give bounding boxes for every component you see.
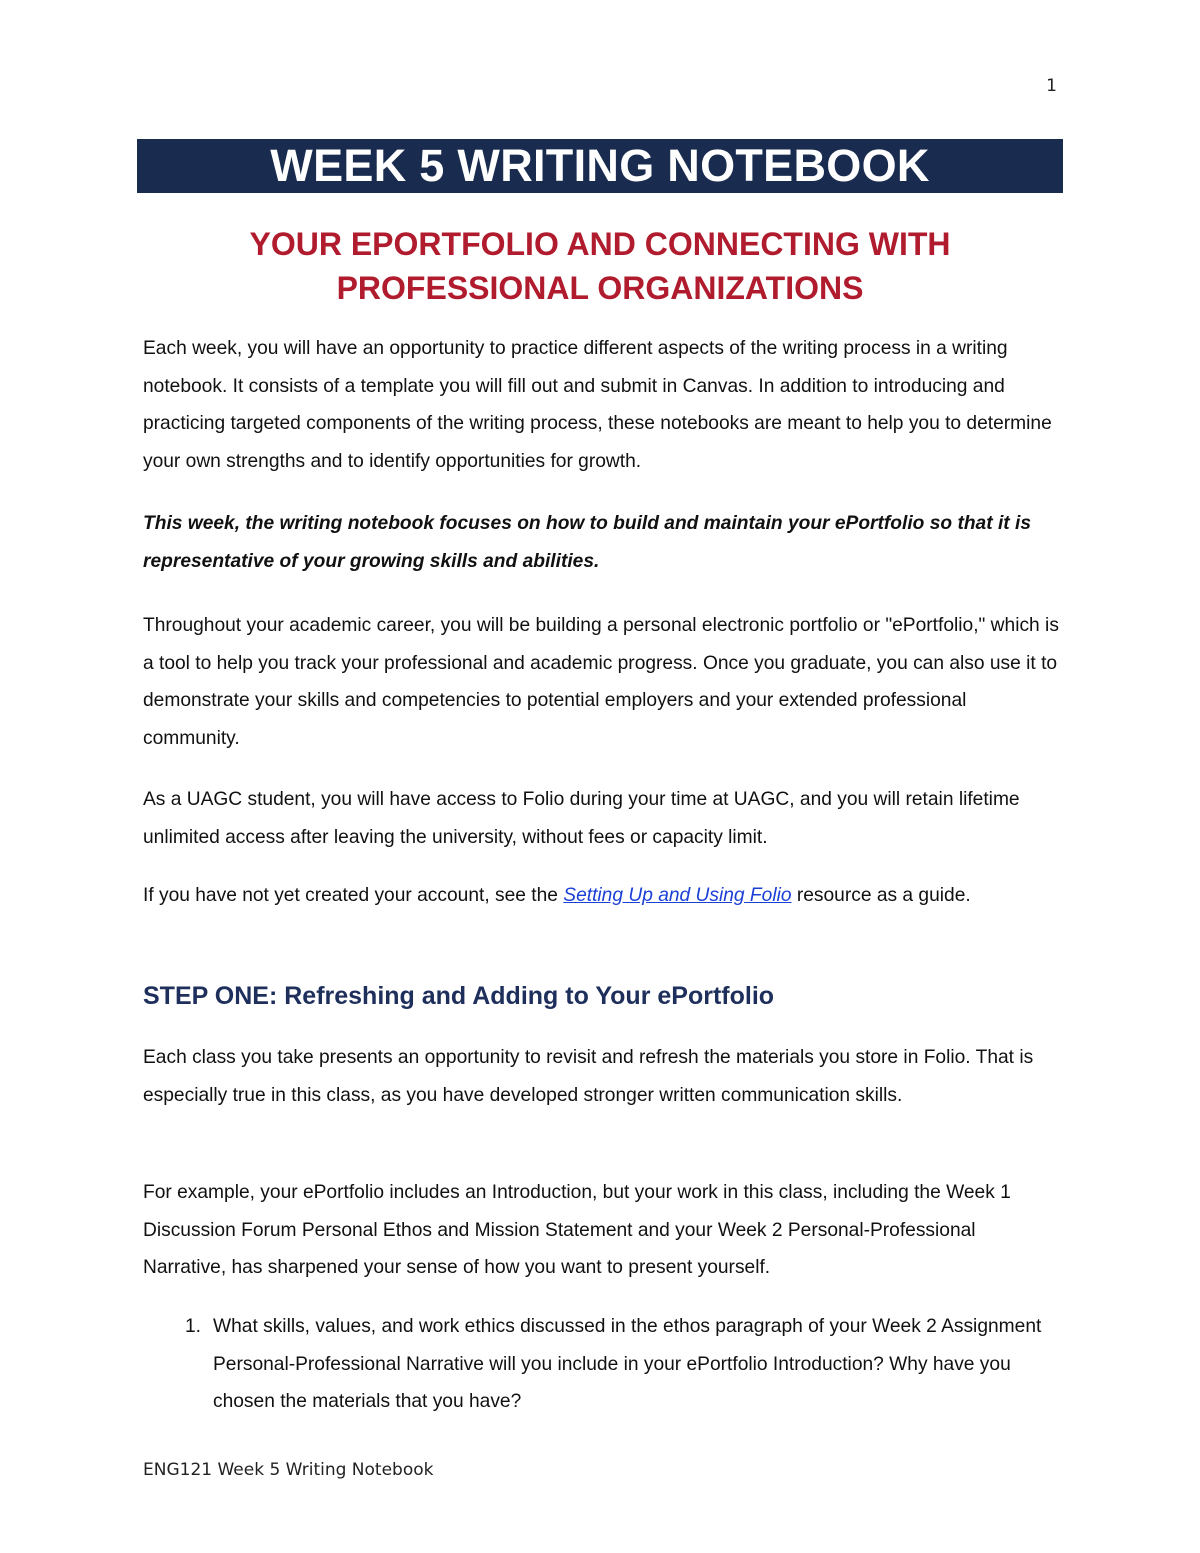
- subtitle-line-2: PROFESSIONAL ORGANIZATIONS: [336, 270, 864, 306]
- account-setup-text-after: resource as a guide.: [791, 885, 971, 906]
- folio-access-paragraph: As a UAGC student, you will have access to Folio during your time at UAGC, and you will retain lifetime unlimited access after leaving the university, without fees or capacity limit.: [143, 789, 1020, 848]
- example-paragraph: For example, your ePortfolio includes an Introduction, but your work in this class, including the Week 1 Discussion Forum Personal Ethos and Mission Statement and your Week 2 Personal-Professional Narrative, has sharpened your sense of how you want to present yourself.: [143, 1182, 1011, 1278]
- subtitle-line-1: YOUR EPORTFOLIO AND CONNECTING WITH: [249, 226, 951, 262]
- question-text: What skills, values, and work ethics discussed in the ethos paragraph of your Week 2 Assignment Personal-Professional Narrative will you include in your ePortfolio Introduction? Why have you chosen the materials that you have?: [213, 1316, 1042, 1412]
- page-number: 1: [1046, 76, 1057, 96]
- focus-statement: This week, the writing notebook focuses on how to build and maintain your ePortfolio so that it is representative of your growing skills and abilities.: [143, 513, 1032, 572]
- intro-paragraph: Each week, you will have an opportunity to practice different aspects of the writing process in a writing notebook. It consists of a template you will fill out and submit in Canvas. In addition to introducing and practicing targeted components of the writing process, these notebooks are meant to help you to determine your own strengths and to identify opportunities for growth.: [143, 338, 1052, 472]
- account-setup-paragraph: [143, 877, 1063, 915]
- question-list-item: [143, 1308, 1063, 1421]
- document-title: WEEK 5 WRITING NOTEBOOK: [270, 140, 930, 191]
- eportfolio-paragraph: Throughout your academic career, you will be building a personal electronic portfolio or "ePortfolio," which is a tool to help you track your professional and academic progress. Once you graduate, you can also use it to demonstrate your skills and competencies to potential employers and your extended professional community.: [143, 615, 1059, 749]
- step-one-heading: STEP ONE: Refreshing and Adding to Your ePortfolio: [143, 982, 775, 1010]
- question-number: 1.: [184, 1316, 201, 1337]
- folio-guide-link[interactable]: Setting Up and Using Folio: [563, 885, 792, 906]
- step-one-paragraph: Each class you take presents an opportunity to revisit and refresh the materials you store in Folio. That is especially true in this class, as you have developed stronger written communication skills.: [143, 1047, 1034, 1106]
- page-footer: ENG121 Week 5 Writing Notebook: [143, 1460, 434, 1480]
- account-setup-text-before: If you have not yet created your account, see the: [143, 885, 564, 906]
- document-subtitle: [137, 222, 1063, 310]
- title-banner: [137, 139, 1063, 193]
